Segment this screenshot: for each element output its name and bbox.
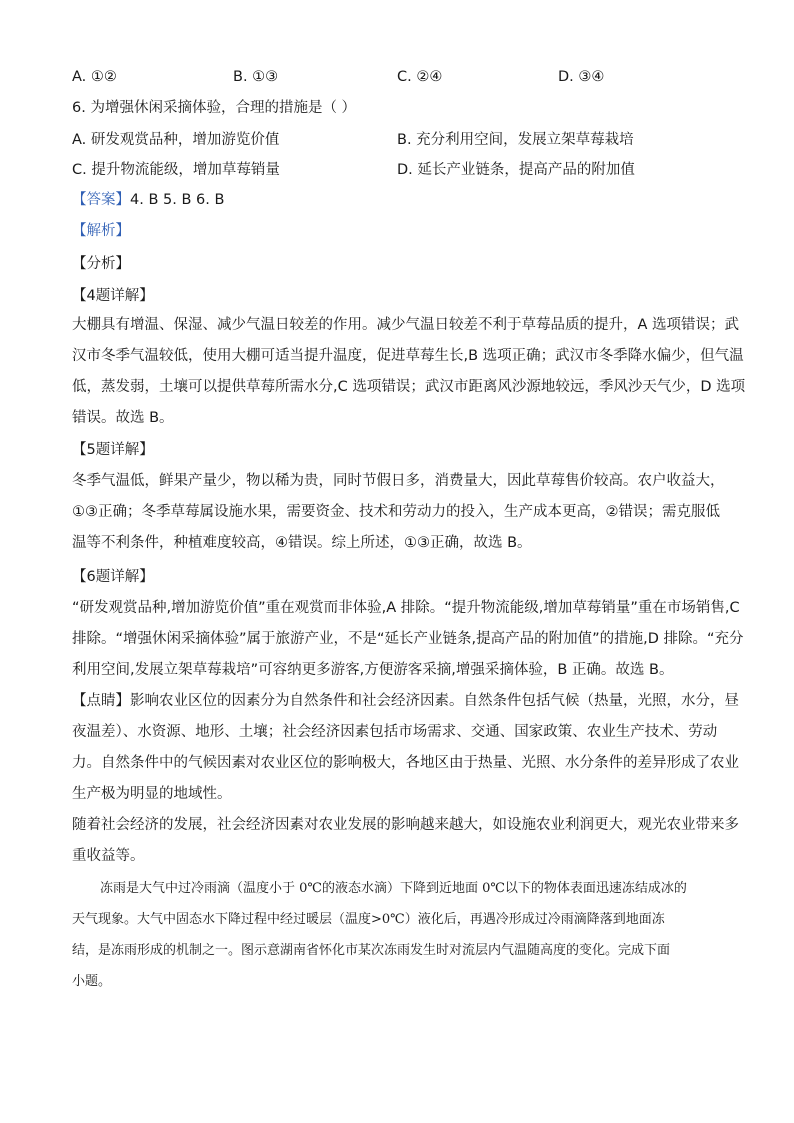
dianjing-line: 随着社会经济的发展，社会经济因素对农业发展的影响越来越大，如设施农业利润更大，观光农业带来多	[72, 817, 739, 833]
dianjing-text: 影响农业区位的因素分为自然条件和社会经济因素。自然条件包括气候（热量，光照，水分，昼	[130, 693, 739, 709]
q5-option-d: D. ③④	[558, 69, 605, 85]
q6-option-a: A. 研发观赏品种，增加游览价值	[72, 132, 280, 148]
q4-line: 错误。故选 B。	[72, 410, 174, 426]
passage-line: 冻雨是大气中过冷雨滴（温度小于 0℃的液态水滴）下降到近地面 0℃以下的物体表面迅速冻结成冰的	[100, 881, 687, 896]
answer-tag: 【答案】	[72, 192, 130, 208]
q5-line: 温等不利条件，种植难度较高，④错误。综上所述，①③正确，故选 B。	[72, 535, 532, 551]
analysis-tag: 【解析】	[72, 223, 130, 239]
q4-line: 大棚具有增温、保湿、减少气温日较差的作用。减少气温日较差不利于草莓品质的提升，A 选项错误；武	[72, 317, 740, 333]
q5-option-a: A. ①②	[72, 69, 117, 85]
dianjing-line: 生产极为明显的地域性。	[72, 786, 232, 802]
answer-text: 4. B 5. B 6. B	[130, 192, 225, 208]
q6-option-c: C. 提升物流能级，增加草莓销量	[72, 162, 280, 178]
passage-line: 小题。	[72, 974, 112, 989]
q6-stem: 6. 为增强休闲采摘体验，合理的措施是（ ）	[72, 100, 357, 116]
q6-line: 利用空间,发展立架草莓栽培”可容纳更多游客,方便游客采摘,增强采摘体验，B 正确。故选 B。	[72, 662, 674, 678]
passage-line: 天气现象。大气中固态水下降过程中经过暖层（温度>0℃）液化后，再遇冷形成过冷雨滴降落到地面冻	[72, 912, 665, 927]
q4-line: 汉市冬季气温较低，使用大棚可适当提升温度，促进草莓生长,B 选项正确；武汉市冬季降水偏少，但气温	[72, 348, 744, 364]
q5-option-b: B. ①③	[233, 69, 279, 85]
q6-detail-tag: 【6题详解】	[72, 569, 154, 585]
answer-line	[72, 190, 224, 210]
q6-option-b: B. 充分利用空间，发展立架草莓栽培	[397, 132, 634, 148]
q5-line: ①③正确；冬季草莓属设施水果，需要资金、技术和劳动力的投入，生产成本更高，②错误；需克服低	[72, 504, 720, 520]
dianjing-tag: 【点睛】	[72, 693, 130, 709]
fenxi-tag: 【分析】	[72, 256, 130, 272]
dianjing-line: 重收益等。	[72, 848, 145, 864]
q6-line: “研发观赏品种,增加游览价值”重在观赏而非体验,A 排除。“提升物流能级,增加草莓销量”重在市场销售,C	[72, 600, 740, 616]
passage-line: 结，是冻雨形成的机制之一。图示意湖南省怀化市某次冻雨发生时对流层内气温随高度的变化。完成下面	[72, 943, 671, 958]
dianjing-line: 力。自然条件中的气候因素对农业区位的影响极大，各地区由于热量、光照、水分条件的差异形成了农业	[72, 755, 739, 771]
q4-line: 低，蒸发弱，土壤可以提供草莓所需水分,C 选项错误；武汉市距离风沙源地较远，季风沙天气少，D 选项	[72, 379, 746, 395]
q6-line: 排除。“增强休闲采摘体验”属于旅游产业，不是“延长产业链条,提高产品的附加值”的措施,D 排除。“充分	[72, 631, 744, 647]
q5-line: 冬季气温低，鲜果产量少，物以稀为贵，同时节假日多，消费量大，因此草莓售价较高。农户收益大，	[72, 473, 725, 489]
q6-option-d: D. 延长产业链条，提高产品的附加值	[397, 162, 635, 178]
dianjing-line: 夜温差）、水资源、地形、土壤；社会经济因素包括市场需求、交通、国家政策、农业生产技术、劳动	[72, 724, 718, 740]
q4-detail-tag: 【4题详解】	[72, 288, 154, 304]
q5-detail-tag: 【5题详解】	[72, 442, 154, 458]
dianjing-line	[72, 691, 739, 711]
q5-option-c: C. ②④	[397, 69, 443, 85]
